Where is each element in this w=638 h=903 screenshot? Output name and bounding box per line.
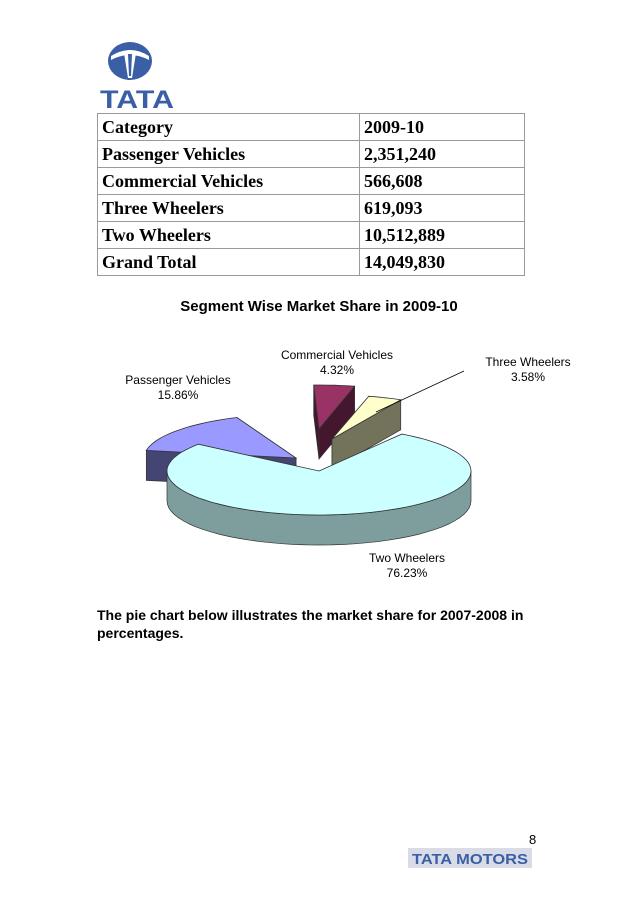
table-header-period: 2009-10 <box>360 114 525 141</box>
chart-title: Segment Wise Market Share in 2009-10 <box>180 298 458 315</box>
table-total-label: Grand Total <box>98 249 360 276</box>
table-cell-category: Passenger Vehicles <box>98 141 360 168</box>
table-total-value: 14,049,830 <box>360 249 525 276</box>
table-cell-value: 10,512,889 <box>360 222 525 249</box>
slice-value-passenger-vehicles: 15.86% <box>157 388 199 402</box>
label-leader-line <box>376 371 464 412</box>
logo-text: TATA <box>100 86 174 110</box>
table-cell-value: 566,608 <box>360 168 525 195</box>
table-cell-value: 619,093 <box>360 195 525 222</box>
slice-value-two-wheelers: 76.23% <box>386 566 428 580</box>
page-number: 8 <box>529 832 537 847</box>
table-header-category: Category <box>98 114 360 141</box>
table-cell-category: Two Wheelers <box>98 222 360 249</box>
table-cell-category: Three Wheelers <box>98 195 360 222</box>
slice-label-passenger-vehicles: Passenger Vehicles <box>125 373 231 387</box>
table-cell-category: Commercial Vehicles <box>98 168 360 195</box>
table-cell-value: 2,351,240 <box>360 141 525 168</box>
body-paragraph: The pie chart below illustrates the market share for 2007-2008 in percentages. <box>97 607 524 641</box>
tata-motors-logo <box>408 848 532 868</box>
slice-value-commercial-vehicles: 4.32% <box>319 363 355 377</box>
slice-label-three-wheelers: Three Wheelers <box>485 355 571 369</box>
slice-value-three-wheelers: 3.58% <box>510 370 546 384</box>
slice-label-commercial-vehicles: Commercial Vehicles <box>280 348 394 362</box>
footer-brand-text: TATA MOTORS <box>412 851 528 868</box>
slice-label-two-wheelers: Two Wheelers <box>368 551 446 565</box>
